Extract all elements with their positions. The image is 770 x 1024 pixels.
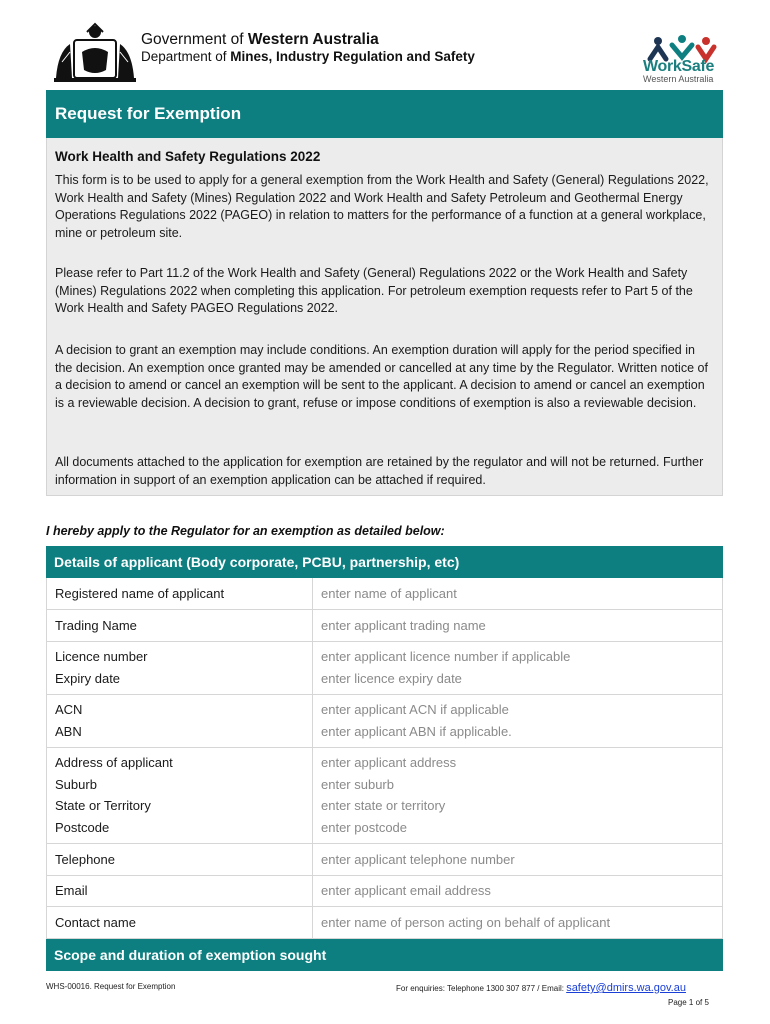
footer-email-link[interactable]: safety@dmirs.wa.gov.au	[566, 982, 686, 994]
applicant-name-row	[46, 578, 723, 610]
footer-form-id: WHS-00016. Request for Exemption	[46, 982, 176, 991]
intro-paragraph: A decision to grant an exemption may include conditions. An exemption duration will apply for the period specified in the decision. An exemption once granted may be amended or cancelled at any time by the Regulator. Written notice of a decision to amend or cancel an exemption will be sent to the applicant. A decision to amend or cancel an exemption is a reviewable decision. A decision to grant, refuse or impose conditions of exemption is also a reviewable decision.	[55, 343, 708, 411]
field-label-group	[55, 752, 305, 838]
field-label: Licence number	[55, 649, 148, 664]
field-label-group	[55, 583, 305, 605]
applicant-name-input[interactable]	[321, 583, 716, 605]
intro-paragraph: All documents attached to the application for exemption are retained by the regulator and will not be returned. Further information in support of an exemption application can be attached if required.	[55, 455, 704, 487]
email-input[interactable]	[321, 880, 716, 902]
address-row	[46, 748, 723, 844]
trading-name-input[interactable]	[321, 615, 716, 637]
page-number: Page 1 of 5	[668, 998, 709, 1007]
intro-panel	[46, 138, 723, 496]
suburb-input[interactable]: enter suburb	[321, 776, 394, 792]
field-label-group	[55, 699, 305, 742]
state-input[interactable]: enter state or territory	[321, 798, 446, 813]
field-label: Registered name of applicant	[55, 586, 225, 601]
acn-abn-inputs[interactable]	[321, 699, 716, 742]
acn-input[interactable]: enter applicant ACN if applicable	[321, 702, 509, 717]
acn-abn-row	[46, 695, 723, 748]
licence-inputs[interactable]	[321, 646, 716, 689]
field-label-group	[55, 849, 305, 871]
page-header	[0, 0, 770, 90]
field-label: ACN	[55, 702, 83, 717]
section-heading: Details of applicant (Body corporate, PCBU, partnership, etc)	[54, 554, 460, 570]
telephone-input[interactable]	[321, 849, 716, 871]
address-input[interactable]: enter applicant address	[321, 755, 457, 770]
intro-paragraph: This form is to be used to apply for a general exemption from the Work Health and Safety (General) Regulations 2022, Work Health and Safety (Mines) Regulation 2022 and Work Health and Safety Petroleum and Geothermal Energy Operations Regulations 2022 (PAGEO) in relation to matters for the performance of a function at a general workplace, mine or petroleum site.	[55, 173, 709, 241]
field-label: Address of applicant	[55, 755, 173, 770]
licence-row	[46, 642, 723, 695]
scope-section-header	[46, 939, 723, 971]
field-label: Telephone	[55, 852, 115, 867]
field-label: Contact name	[55, 915, 136, 930]
field-label-group	[55, 912, 305, 934]
form-title-bar	[46, 90, 723, 138]
input-placeholder[interactable]: enter name of person acting on behalf of applicant	[321, 915, 611, 930]
intro-paragraph: Please refer to Part 11.2 of the Work Health and Safety (General) Regulations 2022 or the Work Health and Safety (Mines) Regulations 2022 when completing this application. For petroleum exemption requests refer to Part 5 of the Work Health and Safety PAGEO Regulations 2022.	[55, 266, 693, 316]
contact-name-input[interactable]	[321, 912, 716, 934]
input-placeholder[interactable]: enter applicant trading name	[321, 618, 486, 633]
input-placeholder[interactable]: enter applicant email address	[321, 883, 491, 898]
worksafe-brand-name: WorkSafe	[643, 58, 715, 75]
licence-expiry-input[interactable]: enter licence expiry date	[321, 670, 462, 686]
intro-heading: Work Health and Safety Regulations 2022	[55, 149, 321, 164]
telephone-row	[46, 844, 723, 876]
field-label: Expiry date	[55, 670, 121, 686]
field-label: Postcode	[55, 819, 110, 835]
field-label: Email	[55, 883, 88, 898]
field-label-group	[55, 646, 305, 689]
page-title: Request for Exemption	[55, 104, 242, 123]
applicant-section-header	[46, 546, 723, 578]
footer-enquiries	[396, 982, 686, 994]
input-placeholder[interactable]: enter applicant telephone number	[321, 852, 515, 867]
worksafe-brand-subtitle: Western Australia	[643, 74, 714, 84]
input-placeholder[interactable]: enter name of applicant	[321, 586, 457, 601]
address-inputs[interactable]	[321, 752, 716, 838]
field-label-group	[55, 880, 305, 902]
field-label: Suburb	[55, 776, 97, 792]
department-name: Government of Western Australia Department of Mines, Industry Regulation and Safety	[141, 31, 475, 64]
field-label: State or Territory	[55, 798, 151, 813]
field-label: ABN	[55, 723, 82, 739]
abn-input[interactable]: enter applicant ABN if applicable.	[321, 723, 512, 739]
field-label-group	[55, 615, 305, 637]
contact-name-row	[46, 907, 723, 939]
wa-crest-logo	[52, 22, 138, 84]
field-label: Trading Name	[55, 618, 137, 633]
email-row	[46, 876, 723, 907]
postcode-input[interactable]: enter postcode	[321, 819, 408, 835]
footer-enquiries-text: For enquiries: Telephone 1300 307 877 / Email:	[396, 984, 567, 993]
section-heading: Scope and duration of exemption sought	[54, 947, 327, 963]
trading-name-row	[46, 610, 723, 642]
declaration-text: I hereby apply to the Regulator for an exemption as detailed below:	[46, 524, 445, 538]
licence-number-input[interactable]: enter applicant licence number if applicable	[321, 649, 571, 664]
